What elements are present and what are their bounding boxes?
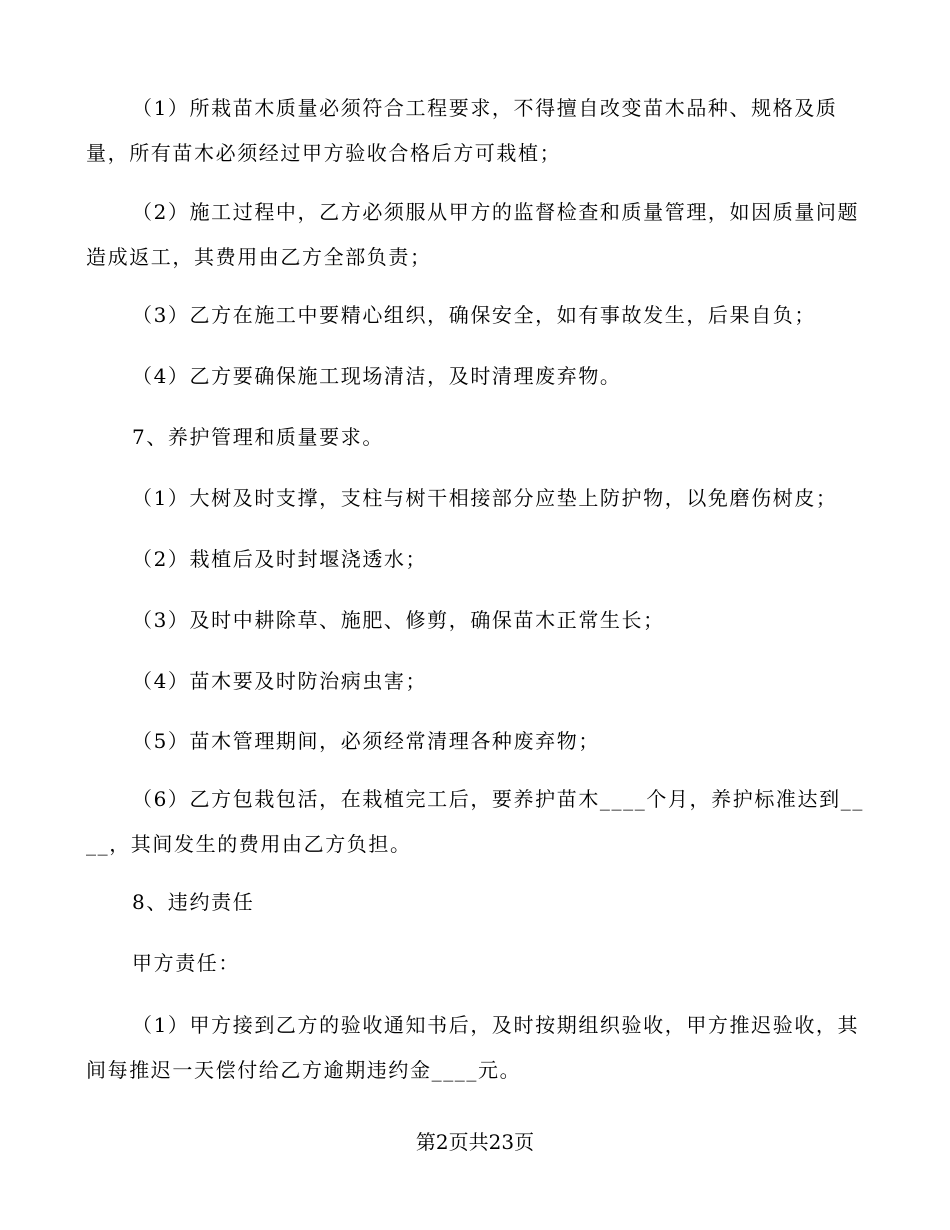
paragraph-maintenance-2: （2）栽植后及时封堰浇透水； — [132, 547, 428, 571]
section-heading-8: 8、违约责任 — [132, 890, 255, 914]
paragraph-maintenance-4: （4）苗木要及时防治病虫害； — [132, 669, 428, 693]
paragraph-clause-1: （1）所栽苗木质量必须符合工程要求，不得擅自改变苗木品种、规格及质量，所有苗木必须经过甲方验收合格后方可栽植； — [86, 96, 838, 165]
section-heading-7: 7、养护管理和质量要求。 — [132, 425, 384, 449]
party-a-responsibility-heading: 甲方责任： — [132, 951, 240, 975]
paragraph-clause-2: （2）施工过程中，乙方必须服从甲方的监督检查和质量管理，如因质量问题造成返工，其费用由乙方全部负责； — [86, 200, 860, 269]
paragraph-clause-3: （3）乙方在施工中要精心组织，确保安全，如有事故发生，后果自负； — [132, 303, 816, 327]
paragraph-clause-4: （4）乙方要确保施工现场清洁，及时清理废弃物。 — [132, 364, 622, 388]
paragraph-maintenance-1: （1）大树及时支撑，支柱与树干相接部分应垫上防护物，以免磨伤树皮； — [132, 486, 838, 510]
paragraph-maintenance-5: （5）苗木管理期间，必须经常清理各种废弃物； — [132, 729, 600, 753]
paragraph-maintenance-3: （3）及时中耕除草、施肥、修剪，确保苗木正常生长； — [132, 608, 665, 632]
paragraph-maintenance-6: （6）乙方包栽包活，在栽植完工后，要养护苗木____个月，养护标准达到____，其间发生的费用由乙方负担。 — [86, 787, 864, 856]
page-number-footer: 第2页共23页 — [415, 1130, 535, 1154]
paragraph-party-a-1: （1）甲方接到乙方的验收通知书后，及时按期组织验收，甲方推迟验收，其间每推迟一天偿付给乙方逾期违约金____元。 — [86, 1013, 860, 1082]
